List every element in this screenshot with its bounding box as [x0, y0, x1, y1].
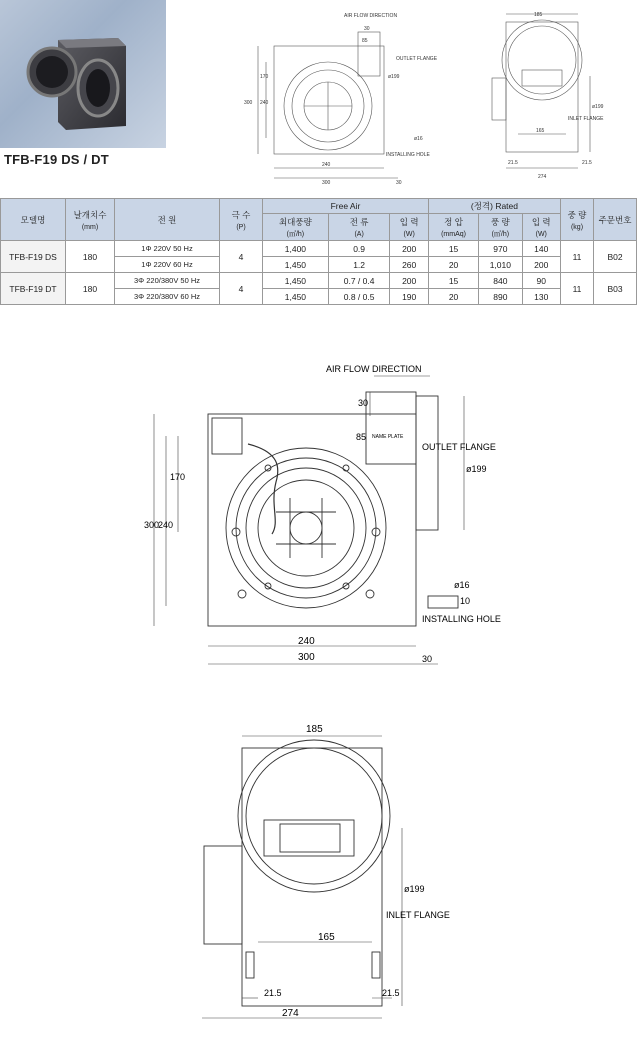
air-flow-label: AIR FLOW DIRECTION [326, 364, 422, 374]
dim-170: 170 [170, 472, 186, 482]
inlet-flange-label: INLET FLANGE [386, 910, 450, 920]
side-dim-215a: 21.5 [264, 988, 282, 998]
cell-input: 260 [390, 257, 428, 273]
side-dim-185: 185 [306, 724, 323, 735]
th-max-flow: 최대풍량 (㎥/h) [263, 214, 329, 241]
th-flow: 풍 량 (㎥/h) [479, 214, 522, 241]
side-dim-215b: 21.5 [382, 988, 400, 998]
dim-16: ø16 [454, 580, 470, 590]
product-title: TFB-F19 DS / DT [4, 152, 109, 167]
cell-flow: 970 [479, 241, 522, 257]
table-row [1, 273, 637, 289]
cell-flow: 890 [479, 289, 522, 305]
cell-input2: 130 [522, 289, 561, 305]
cell-static: 15 [428, 273, 478, 289]
cell-input: 190 [390, 289, 428, 305]
cell-order: B02 [594, 241, 637, 273]
cell-poles: 4 [220, 241, 263, 273]
th-current: 전 류 (A) [328, 214, 390, 241]
cell-max-flow: 1,450 [263, 257, 329, 273]
side-dim-199: ø199 [404, 884, 425, 894]
cell-power: 3Φ 220/380V 50 Hz [115, 273, 220, 289]
cell-current: 0.7 / 0.4 [328, 273, 390, 289]
thumb-dim-240: 240 [322, 162, 331, 168]
cell-model: TFB-F19 DS [1, 241, 66, 273]
thumb-front-drawing [238, 8, 438, 188]
dim-300v: 300 [144, 520, 160, 530]
thumb-dim-30: 30 [364, 26, 370, 32]
name-plate-label: NAME PLATE [372, 434, 404, 440]
dim-300: 300 [298, 652, 315, 663]
thumb-inlet-flange: INLET FLANGE [568, 116, 604, 122]
cell-flow: 1,010 [479, 257, 522, 273]
cell-static: 15 [428, 241, 478, 257]
blower-image [0, 0, 166, 148]
thumb-side-199: ø199 [592, 104, 604, 110]
thumb-dim-30b: 30 [396, 180, 402, 186]
th-input2: 입 력 (W) [522, 214, 561, 241]
dim-199: ø199 [466, 464, 487, 474]
cell-max-flow: 1,450 [263, 289, 329, 305]
dim-30: 30 [358, 398, 369, 408]
th-order: 주문번호 [594, 199, 637, 241]
thumb-side-165: 165 [536, 128, 545, 134]
dim-240: 240 [298, 636, 315, 647]
th-poles: 극 수 (P) [220, 199, 263, 241]
side-dim-274: 274 [282, 1008, 299, 1019]
cell-current: 1.2 [328, 257, 390, 273]
cell-static: 20 [428, 257, 478, 273]
outlet-flange-label: OUTLET FLANGE [422, 442, 496, 452]
cell-blade: 180 [66, 241, 115, 273]
product-photo [0, 0, 166, 148]
cell-poles: 4 [220, 273, 263, 305]
cell-power: 1Φ 220V 60 Hz [115, 257, 220, 273]
cell-weight: 11 [561, 273, 594, 305]
dim-30b: 30 [422, 654, 433, 664]
cell-power: 3Φ 220/380V 60 Hz [115, 289, 220, 305]
cell-max-flow: 1,400 [263, 241, 329, 257]
th-blade: 날개치수 (mm) [66, 199, 115, 241]
cell-order: B03 [594, 273, 637, 305]
cell-input2: 140 [522, 241, 561, 257]
spec-table [0, 198, 637, 305]
cell-input2: 200 [522, 257, 561, 273]
side-view-drawing [190, 720, 470, 1032]
thumb-dim-170: 170 [260, 74, 269, 80]
cell-max-flow: 1,450 [263, 273, 329, 289]
thumb-side-215a: 21.5 [508, 160, 518, 166]
thumb-side-185: 185 [534, 12, 543, 18]
cell-flow: 840 [479, 273, 522, 289]
thumb-dim-300v: 300 [244, 100, 253, 106]
table-row [1, 241, 637, 257]
dim-240v: 240 [158, 520, 174, 530]
cell-input2: 90 [522, 273, 561, 289]
th-static: 정 압 (mmAq) [428, 214, 478, 241]
thumb-dim-199: ø199 [388, 74, 400, 80]
front-view-drawing [130, 356, 510, 676]
cell-current: 0.9 [328, 241, 390, 257]
thumb-dim-85: 85 [362, 38, 368, 44]
thumb-dim-300: 300 [322, 180, 331, 186]
thumb-installing-hole: INSTALLING HOLE [386, 152, 430, 158]
th-weight: 중 량 (kg) [561, 199, 594, 241]
th-input: 입 력 (W) [390, 214, 428, 241]
thumb-dim-240v: 240 [260, 100, 269, 106]
installing-hole-label: INSTALLING HOLE [422, 614, 501, 624]
th-free-air: Free Air [263, 199, 429, 214]
thumb-side-drawing [478, 8, 638, 188]
thumb-outlet-flange: OUTLET FLANGE [396, 56, 438, 62]
cell-weight: 11 [561, 241, 594, 273]
thumb-air-flow: AIR FLOW DIRECTION [344, 13, 398, 19]
cell-current: 0.8 / 0.5 [328, 289, 390, 305]
side-dim-165: 165 [318, 932, 335, 943]
th-rated: (정격) Rated [428, 199, 560, 214]
dim-85: 85 [356, 432, 367, 442]
thumb-dim-16: ø16 [414, 136, 423, 142]
cell-model: TFB-F19 DT [1, 273, 66, 305]
cell-power: 1Φ 220V 50 Hz [115, 241, 220, 257]
dim-10: 10 [460, 596, 471, 606]
th-power: 전 원 [115, 199, 220, 241]
cell-input: 200 [390, 273, 428, 289]
thumb-side-215b: 21.5 [582, 160, 592, 166]
cell-input: 200 [390, 241, 428, 257]
thumb-side-274: 274 [538, 174, 547, 180]
th-model: 모델명 [1, 199, 66, 241]
cell-blade: 180 [66, 273, 115, 305]
cell-static: 20 [428, 289, 478, 305]
